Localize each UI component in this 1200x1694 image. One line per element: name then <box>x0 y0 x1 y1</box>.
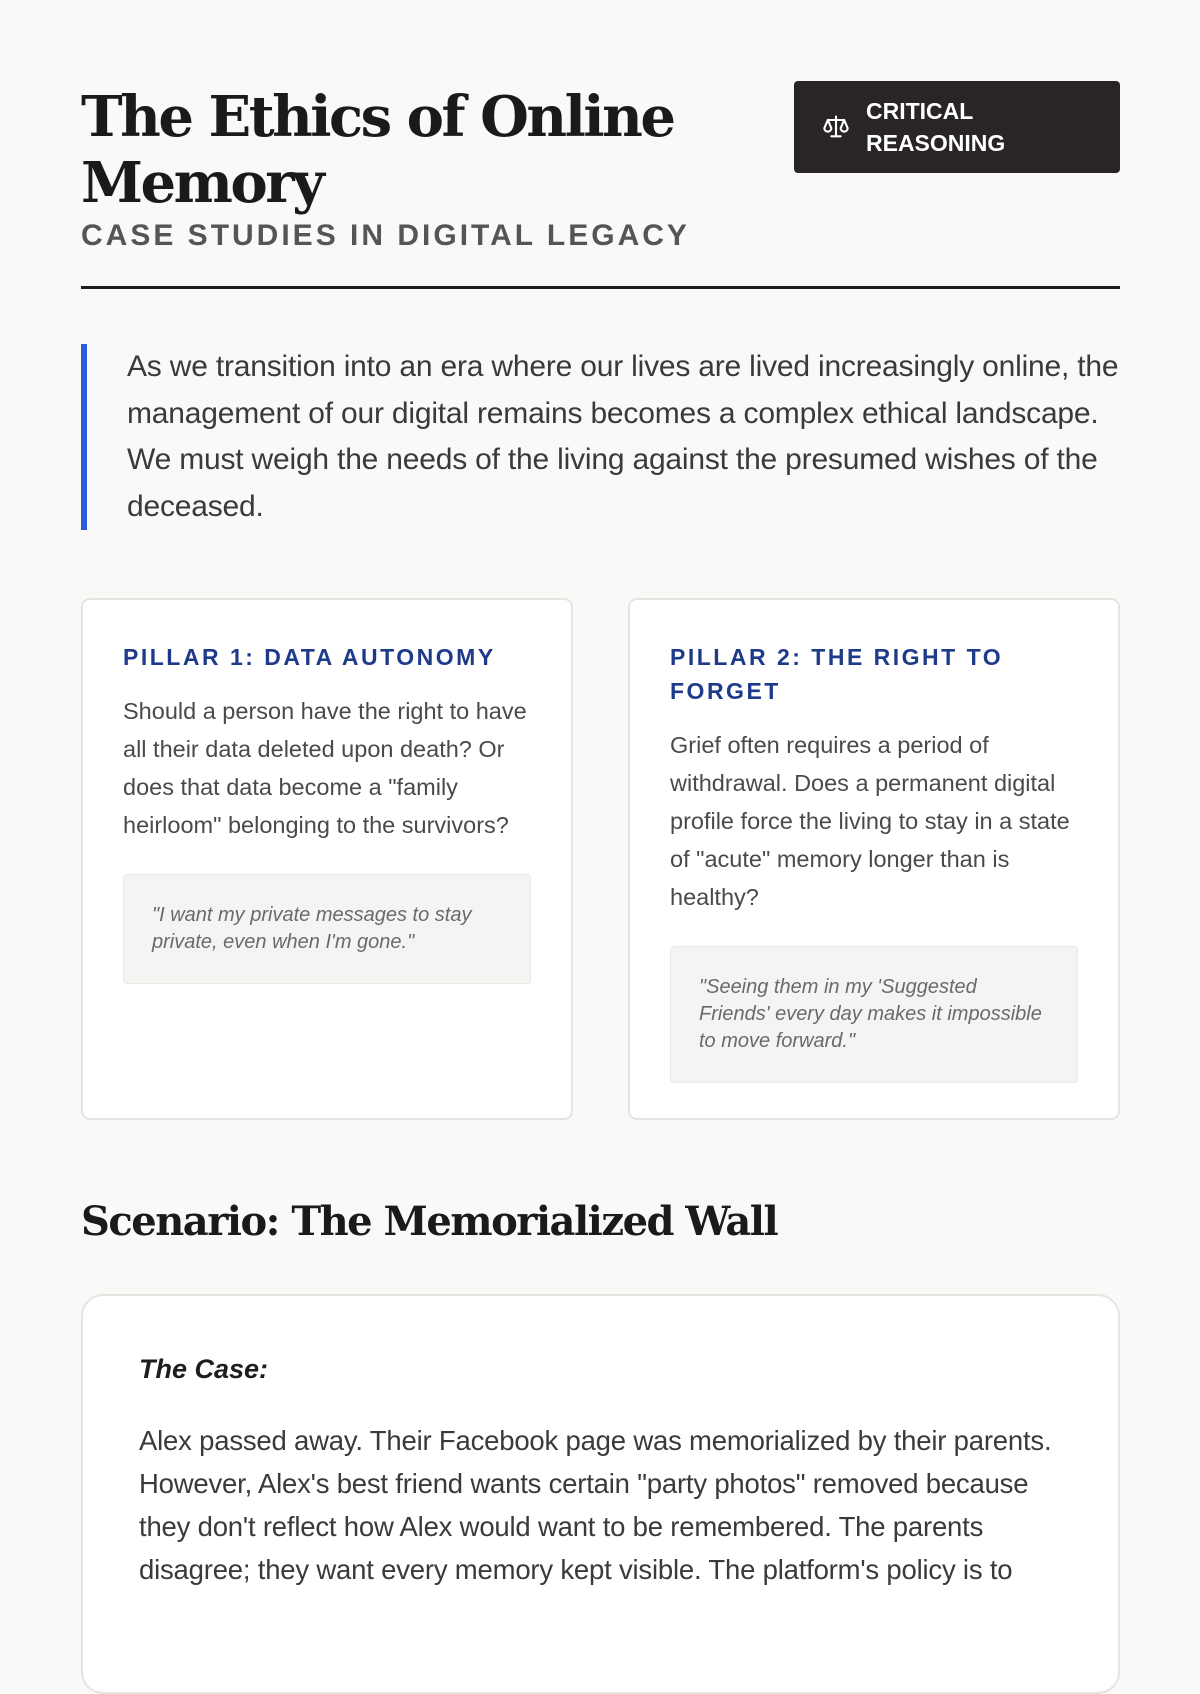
critical-reasoning-badge <box>794 81 1120 173</box>
pillar-body: Should a person have the right to have all their data deleted upon death? Or does that data become a "family heirloom" belonging to the survivors? <box>123 698 527 838</box>
pillar-card-right-to-forget <box>628 598 1120 1120</box>
pillar-body: Grief often requires a period of withdrawal. Does a permanent digital profile force the living to stay in a state of "acute" memory longer than is healthy? <box>670 732 1070 910</box>
case-label: The Case: <box>139 1354 269 1384</box>
scale-icon <box>822 113 850 141</box>
pillar-card-data-autonomy <box>81 598 573 1120</box>
pillar-title: PILLAR 1: DATA AUTONOMY <box>123 644 496 670</box>
case-card <box>81 1294 1120 1694</box>
pillar-quote: "Seeing them in my 'Suggested Friends' every day makes it impossible to move forward." <box>670 946 1078 1083</box>
page-subtitle: CASE STUDIES IN DIGITAL LEGACY <box>81 219 690 252</box>
page-title: The Ethics of Online Memory <box>81 84 674 216</box>
header <box>81 0 1120 290</box>
pillar-quote: "I want my private messages to stay private, even when I'm gone." <box>123 874 531 984</box>
header-divider <box>81 286 1120 289</box>
pillar-title: PILLAR 2: THE RIGHT TO FORGET <box>670 644 1004 704</box>
page <box>81 0 1120 1585</box>
case-text: Alex passed away. Their Facebook page was memorialized by their parents. However, Alex's best friend wants certain "party photos" removed because they don't reflect how Alex would want to be remembered. The parents disagree; they want every memory kept visible. The platform's policy is to <box>139 1425 1052 1585</box>
badge-label: CRITICAL REASONING <box>866 98 1006 156</box>
scenario-heading: Scenario: The Memorialized Wall <box>81 1198 778 1245</box>
intro-blockquote: As we transition into an era where our lives are lived increasingly online, the management of our digital remains becomes a complex ethical landscape. We must weigh the needs of the living against the presumed wishes of the deceased. <box>81 344 1120 530</box>
